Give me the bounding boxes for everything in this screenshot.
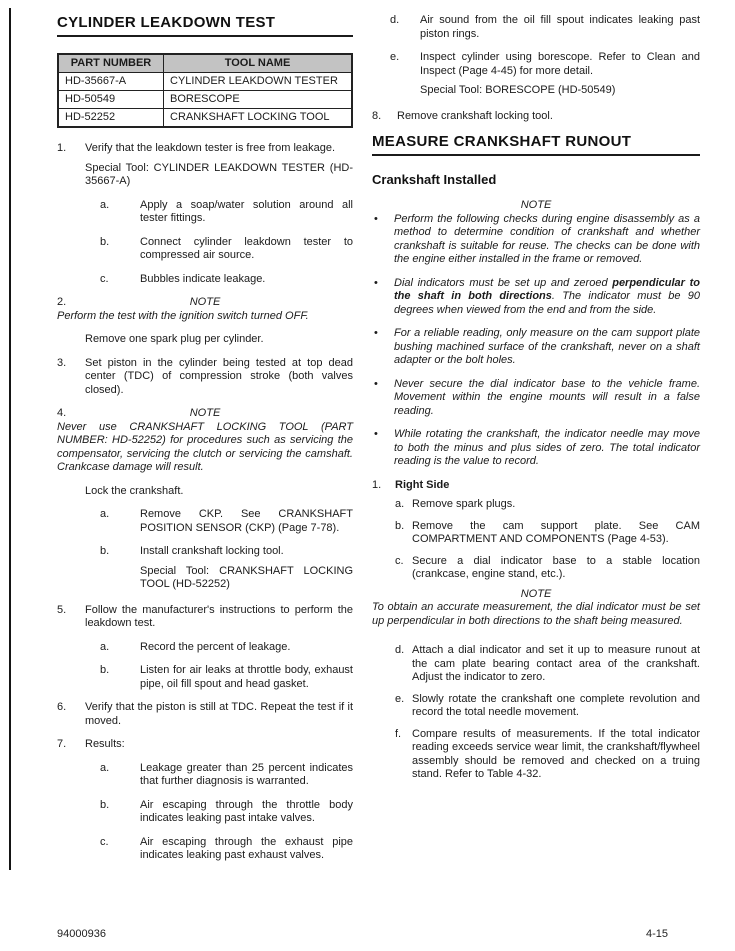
note-header-row <box>372 588 700 602</box>
substep-letter: b. <box>100 545 110 557</box>
substep-text: Air escaping through the throttle body indicates leaking past intake valves. <box>140 798 353 824</box>
bullet-text-pre: Dial indicators must be set up and zeroed <box>394 276 613 289</box>
substep-text: Remove the cam support plate. See CAM COMPARTMENT AND COMPONENTS (Page 4-53). <box>412 519 700 545</box>
step-text: Results: <box>85 738 125 750</box>
substep-text: Slowly rotate the crankshaft one complete revolution and record the total needle movement. <box>412 692 700 718</box>
step-item <box>57 701 353 728</box>
substep-item <box>100 199 353 226</box>
substep-text: Apply a soap/water solution around all tester fittings. <box>140 198 353 224</box>
substep-letter: c. <box>100 272 109 285</box>
substep-text: Leakage greater than 25 percent indicates that further diagnosis is warranted. <box>140 761 353 787</box>
substep-item <box>395 693 700 720</box>
substep-item <box>390 14 700 41</box>
substep-letter: b. <box>100 798 110 811</box>
substep-letter: c. <box>395 554 404 567</box>
substep-text: Listen for air leaks at throttle body, exhaust pipe, oil fill spout and head gasket. <box>140 664 353 690</box>
step-number: 4. <box>57 407 67 419</box>
note-label: NOTE <box>189 407 221 419</box>
table-cell-tool: CRANKSHAFT LOCKING TOOL <box>164 109 353 128</box>
substep-letter: b. <box>395 519 405 532</box>
substep-item <box>100 236 353 263</box>
substep-letter: f. <box>395 727 402 740</box>
note-text: Perform the test with the ignition switch turned OFF. <box>57 309 309 322</box>
substep-letter: d. <box>395 644 405 656</box>
note-bullet-item <box>372 327 700 368</box>
substep-item <box>100 273 353 287</box>
step-number: 2. <box>57 296 67 308</box>
note-bullet-item <box>372 378 700 419</box>
table-row <box>58 73 352 91</box>
substep-letter: e. <box>395 692 405 705</box>
note-text: To obtain an accurate measurement, the dial indicator must be set up perpendicular in both directions to the shaft being measured. <box>372 601 700 627</box>
note-bullet-item <box>372 428 700 469</box>
step-number: 1. <box>372 478 382 491</box>
substep-text: Remove CKP. See CRANKSHAFT POSITION SENSOR (CKP) (Page 7-78). <box>140 508 353 534</box>
bullet-marker: • <box>374 377 378 390</box>
right-column <box>372 14 700 873</box>
table-header-part-number: PART NUMBER <box>58 54 164 73</box>
substep-text: Air escaping through the exhaust pipe indicates leaking past exhaust valves. <box>140 835 353 861</box>
bullet-marker: • <box>374 212 378 225</box>
substep-item <box>100 508 353 535</box>
table-header-tool-name: TOOL NAME <box>164 54 353 73</box>
substep-text: Connect cylinder leakdown tester to compressed air source. <box>140 235 353 261</box>
table-cell-part: HD-35667-A <box>58 73 164 91</box>
substep-text: Attach a dial indicator and set it up to measure runout at the cam plate bearing contact area of the crankshaft. Adjust the indicator to zero. <box>412 644 700 683</box>
section-heading-cylinder-leakdown: CYLINDER LEAKDOWN TEST <box>57 14 353 37</box>
special-tool-line: Special Tool: BORESCOPE (HD-50549) <box>420 84 616 96</box>
substep-text: Inspect cylinder using borescope. Refer to Clean and Inspect (Page 4-45) for more detail. <box>420 51 700 77</box>
step-number: 7. <box>57 738 67 750</box>
substep-text: Bubbles indicate leakage. <box>140 272 266 285</box>
scan-edge-artifact <box>9 8 11 870</box>
table-cell-tool: BORESCOPE <box>164 91 353 109</box>
substep-item <box>395 498 700 512</box>
step-text: Remove crankshaft locking tool. <box>397 109 553 122</box>
step-label: Right Side <box>395 478 450 491</box>
substep-letter: a. <box>100 508 110 520</box>
table-cell-part: HD-52252 <box>58 109 164 128</box>
substep-text: Record the percent of leakage. <box>140 640 291 653</box>
bullet-marker: • <box>374 276 378 289</box>
table-cell-tool: CYLINDER LEAKDOWN TESTER <box>164 73 353 91</box>
step-item <box>57 357 353 398</box>
bullet-text <box>394 277 700 318</box>
table-cell-part: HD-50549 <box>58 91 164 109</box>
step-item <box>57 738 353 752</box>
substep-letter: b. <box>100 235 110 248</box>
left-column <box>57 14 353 873</box>
note-header-row <box>57 407 353 421</box>
step-number: 5. <box>57 603 67 616</box>
substep-text: Air sound from the oil fill spout indicates leaking past piston rings. <box>420 14 700 40</box>
substep-item <box>100 641 353 655</box>
note-label: NOTE <box>520 587 552 600</box>
bullet-text: For a reliable reading, only measure on the cam support plate bushing machined surface of the crankshaft, never on a shaft adapter or the bolt holes. <box>394 327 700 366</box>
section-heading-measure-crankshaft-runout: MEASURE CRANKSHAFT RUNOUT <box>372 133 700 156</box>
bullet-marker: • <box>374 428 378 440</box>
substep-letter: a. <box>100 640 110 653</box>
note-bullet-item <box>372 277 700 318</box>
substep-letter: b. <box>100 664 110 676</box>
substep-letter: a. <box>100 198 110 211</box>
bullet-text: While rotating the crankshaft, the indicator needle may move to both the minus and plus sides of zero. The total indicator reading is the value to record. <box>394 428 700 467</box>
step-number: 8. <box>372 109 382 122</box>
substep-letter: a. <box>100 761 110 774</box>
special-tool-line: Special Tool: CRANKSHAFT LOCKING TOOL (HD-52252) <box>140 564 353 590</box>
note-header-row <box>372 199 700 213</box>
step-item <box>372 110 700 124</box>
substep-letter: a. <box>395 498 405 510</box>
step-text: Follow the manufacturer's instructions to perform the leakdown test. <box>85 603 353 629</box>
table-row <box>58 91 352 109</box>
bullet-text: Perform the following checks during engine disassembly as a method to determine condition of crankshaft and whether crankshaft is suitable for reuse. The checks can be done with the engine either installed in the frame or removed. <box>394 212 700 265</box>
step-text: Lock the crankshaft. <box>85 484 184 497</box>
step-text: Verify that the piston is still at TDC. Repeat the test if it moved. <box>85 701 353 727</box>
bullet-text: Never secure the dial indicator base to the vehicle frame. Movement within the engine mounts will result in a false reading. <box>394 377 700 417</box>
substep-item <box>395 644 700 685</box>
bullet-text-bold: perpendicular to the shaft in both directions <box>394 276 700 302</box>
substep-item <box>100 664 353 691</box>
tools-table-header-row <box>58 54 352 73</box>
step-text: Set piston in the cylinder being tested at top dead center (TDC) of compression stroke (both valves closed). <box>85 356 353 396</box>
substep-letter: c. <box>100 835 109 848</box>
note-text: Never use CRANKSHAFT LOCKING TOOL (PART NUMBER: HD-52252) for procedures such as servicing the compensator, servicing the clutch or servicing the camshaft. Crankcase damage will result. <box>57 420 353 473</box>
step-text: Remove one spark plug per cylinder. <box>85 333 264 345</box>
substep-item <box>100 545 353 559</box>
note-bullet-item <box>372 213 700 267</box>
substep-item <box>100 799 353 826</box>
note-label: NOTE <box>520 199 552 211</box>
page-columns <box>57 14 700 873</box>
substep-item <box>390 51 700 78</box>
substep-text: Remove spark plugs. <box>412 498 516 510</box>
step-number: 6. <box>57 701 67 713</box>
step-text: Verify that the leakdown tester is free from leakage. <box>85 142 336 154</box>
subsection-heading-crankshaft-installed: Crankshaft Installed <box>372 172 497 187</box>
substep-text: Compare results of measurements. If the total indicator reading exceeds service wear limit, the crankshaft/flywheel assembly should be removed and checked on a truing stand. Refer to Table 4-32. <box>412 727 700 780</box>
substep-item <box>395 555 700 582</box>
substep-item <box>395 728 700 782</box>
substep-text: Secure a dial indicator base to a stable location (crankcase, engine stand, etc.). <box>412 554 700 580</box>
tools-table <box>57 53 353 128</box>
step-number: 3. <box>57 356 67 369</box>
substep-text: Install crankshaft locking tool. <box>140 545 284 557</box>
bullet-text-post: . The indicator must be 90 degrees when viewed from the end and from the side. <box>394 290 700 316</box>
substep-letter: e. <box>390 51 400 63</box>
substep-item <box>100 836 353 863</box>
note-header-row <box>57 296 353 310</box>
step-item <box>57 142 353 156</box>
special-tool-line: Special Tool: CYLINDER LEAKDOWN TESTER (HD-35667-A) <box>85 161 353 187</box>
bullet-marker: • <box>374 327 378 339</box>
step-item-right-side <box>372 479 700 493</box>
step-item <box>57 604 353 631</box>
footer-page-number: 4-15 <box>645 928 668 940</box>
substep-item <box>395 520 700 547</box>
substep-item <box>100 762 353 789</box>
footer-part-number: 94000936 <box>57 928 106 940</box>
table-row <box>58 109 352 128</box>
step-number: 1. <box>57 142 67 154</box>
note-label: NOTE <box>189 296 221 308</box>
substep-letter: d. <box>390 14 400 26</box>
